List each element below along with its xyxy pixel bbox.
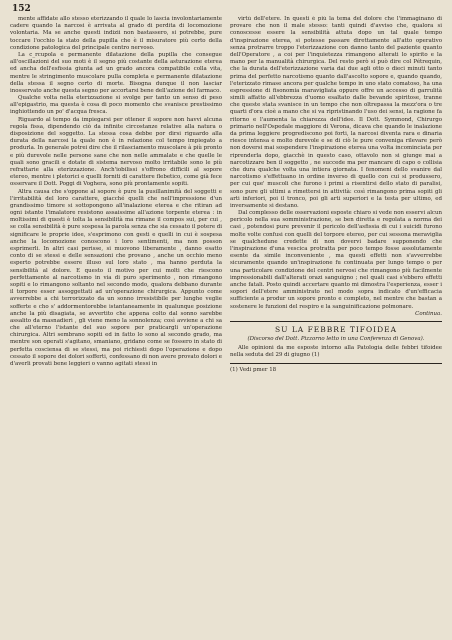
text-columns — [10, 16, 442, 634]
right-column — [230, 16, 442, 634]
section-title: SU LA FEBBRE TIFOIDEA — [274, 324, 397, 334]
divider — [230, 363, 442, 364]
page-number: 152 — [12, 4, 31, 14]
paragraph: mente affidate allo stesso eterizzando il quale lo lascia involontariamente cadere quando la narcosi è arrivata al grado di perdita di locomozione volontaria. Ma se anche questi indizii non bastassero, si potrebbe, pure toccare l'occhio la stato della pupilla che è il misuratore più certo della condizione patologica del principale centro nervoso. — [10, 16, 222, 51]
paragraph: Dal complesso delle osservazioni esposte chiaro si vede non esservi alcun pericolo nella sua somministrazione, se ben diretta e regolata a norma dei casi , potendosi pure prevenir il pericolo dell'asfissia di cui i suicidi furono molte volte confusi con quelli del torpore etereo, per cui sessona meraviglia se qualchedune credette di non dovervi badare supponendo che l'inspirazione d'una vescica protratta per poco tempo fosse assolutamente esente da simile inconveniente , ma questi effetti non s'avverrebbe sicuramente quando un'inspirazione fu continuata per lungo tempo o per una particolare condizione del centri nervosi che rimangono più facilmente impressionabili dall'alterati orazi sanguigno ; nel quali casi s'ebbero effetti anche fatali. Posto quindi accertare quanto mi dimostra l'esperienza, esser i sopori dell'etere amministrato nel modo sopra indicato d'un'efficacia sufficiente a produr un sopore pronto e completo, nel mentre che bastan a sostenere le funzioni del respiro e la sanguinificazione polmonare. — [230, 210, 442, 310]
footnote: (1) Vedi pmer 18 — [230, 366, 277, 373]
section-paragraph: Alle opinioni da me esposte intorno alla Patologia delle febbri tifoidee nella seduta del 29 di giugno (1) — [230, 345, 442, 359]
paragraph: La c_rcupola e permanente dilatazione della pupilla che consegue all'oscillazioni del suo moti è il segno più costante della asturazione eterea ed ancha dell'esfissia giunta ad un grado ancora compatibile colla vita, mentre le stringimento muscolare pulla completa e permanente dilatazione della stessa il segno certo di morte. Bisogna dunque il non lasciar inosservato anche questa segno per accortarsi bene dell'azione del farmaco. — [10, 51, 222, 94]
continua-label: Continua. — [415, 310, 442, 317]
section-subtitle: (Discorso del Dott. Pizzorno letto in una Conferenza di Genova). — [247, 336, 425, 343]
paragraph: Altra causa che s'oppone al sopore è pure la pusillanimità del soggetti e l'irritabilità del loro carattere, giacché quelli che nell'impressione d'un grandissimo timore si sottopongono all'inalazione eterea e che ritiran ad ogni istante l'imalatore resistono assaissime all'azione torpente eterea : in moltissimi di questi è tolta la sensibilità ma rimane il compos sui, per cui , se colla sensibilità è pure sospesa la parola senza che sia cessato il potere di significare le proprie idee, s'esprimono con gesti e quelli in cui è sospesa anche la locomozione conoscono i loro sentimenti, ma non posson esprimerli. In altri casi perisse, si muovono liberamente , danno esatto conto di se stessi e delle sensazioni che provano , anche un occhio meno esperto potrebbe essere illuso sul loro stato , ma hanno perduta la sensibilità al dolore. E questo il motivo per cui molti che riescono perfettamente al narcotismo in via di puro sperimento , non rimangono sopiti e lo rimangono soltanto nel secondo modo, qualora debbano durante il torpore esser assoggettati ad un'operazione chirurgica. Appunto come avverrebbe a chi terrorizzato da un sonno irresistibile per lunghe veglie sofferte e cho s' addormentorebbe istantaneamente in qualunque posizione anche la più disagiata, se avvertito che appena colto dal sonno sarebbe assalito da masnadieri , gli viene meno la sonnolenza; così avviene a chi sa che all'eterno l'istante del suo sopore per praticargli un'operazione chirurgica. Altri sembrano sopiti ed in fatto lo sono al secondo grado, ma mentre son operati s'agitano, smaniano, gridano come se fossero in stato di perfetta cosciensa di se stessi, ma poi richiesti dopo l'operazione e dopo cessato il sopore dei dolori sofferti, confessano di non avere provato dolori e d'averli provati bene leggieri o vanno agitati stessi in — [10, 188, 222, 367]
divider — [230, 321, 442, 322]
paragraph: virtù dell'etere. In questi è più la tema del dolore che l'immaginano di provare che non il male stesso: tanti quindi d'avviso che, qualora si conoscesse essere la sensibilità attuta dopo un tal quale tempo d'inspirazione eterea, si potesse passare direttamente all'atto operativo senza protrarre troppo l'eterizzazione con danno tanto del paziente quanto dell'Operatore , a coi per l'inquietezza rimangono alterati lo spirito e la mano per la manualità chirurgica. Del resto però si può dire col Pétrequin, che la durata dell'eterizzazione varia dai due agli otto o dieci minuti tanto prima del perfetto narcotismo quanto dall'ascolto sopore e, quando quando, l'eterizzato rimase ancora per qualche tempo in uno stato comatoso, ha una espressione di fisonomia maravigliata oppure offre un accesso di garrulità simili affatto all'ebbrezza d'uomo esaltato dalle bevande spiritose, tranne che queste stata svanisce in un tempo che non oltrepassa la mezz'ora o tre quarti d'ora cioè a mano che si va ripristinando l'uso dei sensi, la ragione fa ritorno e l'aumenta la chiarezza dell'idee. Il Dott. Symmond, Chirurgo primario nell'Ospedale maggiore di Verona, dicava che quando le inalazione da prima leggiere progrediscono poi forti, la narcosi diventa rara e dinaria riesce intensa e molto durevole e se di ciò le pure conveniga rilevare però non doversi mai sospendere l'inspirazione eterea una volta incominciata per riprenderla dopo, giacchè in questo caso, ottavolo non si giunge mai a narcotizzare ben il soggetto , ne succede ma per mancare di capo o collisia che dura qualche volta una intiera giornata. I fenomeni dello svanire dal narcotismo s'effettuano in ordine inverso di quello con cui si produssero, per cui que' muscoli che furono i primi a risentirsi dello stato di paralisi, sono pure gli ultimi a rimettersi in attività: così rimangono prima sopiti gli arti inferiori, poi il tronco, poi gli arti superiori e la testa per ultimo, ed inversamente si destano. — [230, 16, 442, 209]
paragraph: Riguardo al tempo da impiegarsi per ottener il sopore non havvi alcuna regola fissa, dipendendo ciò da infinite circostanze relative alla natura o disposizione del soggetto. La stessa cosa debbe por dirsi riguardo alla durata della narcosi la quale non è in relazione col tempo impiegato a produrla. In generale potrei dire che il rilasciamento muscolare à più pronto e più durevole nelle persone sane che non nelle ammalate e che quelle le quali sono gracili e dotate di sistema nervoso molto irritabile sono le più refrattarie alla eterizzazione. Anch'iobilissi s'offrono difficili al sopore etereo, mentre i pletorici e quelli forniti di carattere flebetico, come già fece osservare il Dott. Poggi di Voghera, sono più prontamente sopiti. — [10, 116, 222, 188]
paragraph: Qualche volta nella eterizzazione si svolge per tanto un senso di peso all'epigastrio, ma questa è cosa di poco momento che svanisce prestissimo inghiottendo un po' d'acqua fresca. — [10, 95, 222, 116]
left-column — [10, 16, 222, 634]
